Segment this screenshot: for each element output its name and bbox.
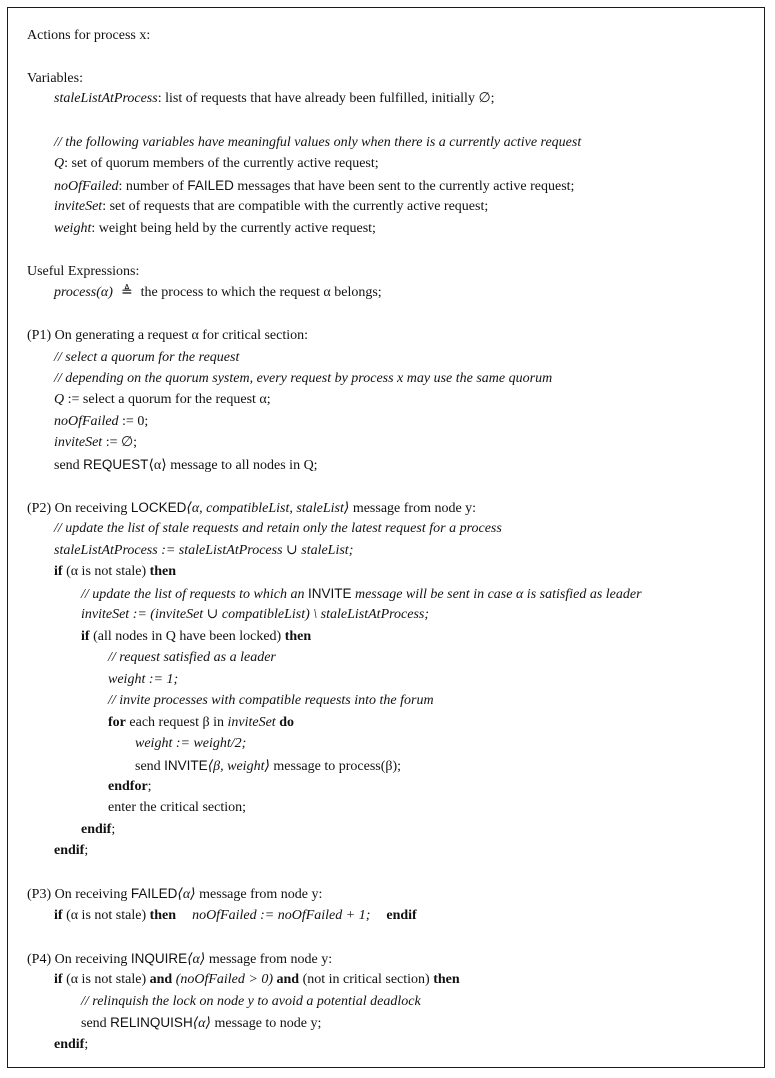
keyword-do: do (279, 715, 294, 730)
condition: (α is not stale) (66, 564, 147, 579)
p3-if-line (54, 907, 417, 925)
p2-header-post: message from node y: (352, 501, 477, 516)
message-args: ⟨β, weight⟩ (207, 759, 270, 774)
p1-header-text: On generating a request α for critical section: (54, 328, 309, 343)
p1-failed-value: := 0; (122, 414, 149, 429)
p2-assign-stale: staleListAtProcess := staleListAtProcess ∪ staleList; (54, 543, 354, 558)
expression-process (54, 284, 382, 302)
keyword-failed: FAILED (187, 178, 234, 193)
p2-comment-4: // invite processes with compatible requests into the forum (108, 693, 434, 708)
p1-select-text: select a quorum for the request α; (82, 392, 271, 407)
p1-invite-var: inviteSet (54, 435, 103, 450)
expr-op: ≜ (120, 285, 133, 300)
p2-label: (P2) (27, 501, 52, 516)
keyword-relinquish: RELINQUISH (110, 1015, 193, 1030)
message-args: ⟨α⟩ (177, 887, 196, 902)
p2-endfor: endfor; (108, 779, 152, 794)
keyword-if: if (54, 564, 63, 579)
for-var: inviteSet (227, 715, 276, 730)
var-desc: : set of quorum members of the currently active request; (64, 156, 379, 171)
p2-halve-weight: weight := weight/2; (135, 736, 247, 751)
p4-comment: // relinquish the lock on node y to avoid a potential deadlock (81, 994, 421, 1009)
expressions-heading: Useful Expressions: (27, 264, 140, 279)
p2-enter-cs: enter the critical section; (108, 800, 246, 815)
p2-if-not-stale (54, 563, 176, 581)
message-args: ⟨α⟩ (192, 1016, 211, 1031)
keyword-endif: endif (386, 908, 417, 923)
condition-2: (noOfFailed > 0) (175, 972, 274, 987)
var-desc: : weight being held by the currently active request; (91, 221, 376, 236)
keyword-if: if (81, 629, 90, 644)
keyword-request: REQUEST (83, 457, 149, 472)
var-name: inviteSet (54, 199, 103, 214)
keyword-endfor: endfor (108, 779, 148, 794)
variable-no-of-failed (54, 177, 574, 195)
variable-stale-list (54, 90, 495, 108)
p3-header-post: message from node y: (199, 887, 323, 902)
message-args: ⟨α⟩ (187, 952, 206, 967)
message-args: ⟨α, compatibleList, staleList⟩ (186, 501, 350, 516)
p2-header (27, 499, 476, 517)
p2-comment-2 (81, 585, 642, 603)
p1-invite-value: := ∅; (105, 435, 138, 450)
send-word: send (135, 759, 161, 774)
p3-header (27, 885, 322, 903)
p1-line-init-invite (54, 434, 137, 452)
p2-send-invite (135, 757, 401, 775)
algorithm-title: Actions for process x: (27, 28, 151, 43)
p1-label: (P1) (27, 328, 52, 343)
p2-for-loop (108, 714, 294, 732)
expr-lhs: process(α) (54, 285, 113, 300)
condition: (all nodes in Q have been locked) (93, 629, 282, 644)
p4-if-line (54, 971, 460, 989)
keyword-endif: endif (81, 822, 112, 837)
p4-send-relinquish (81, 1014, 321, 1032)
keyword-inquire: INQUIRE (130, 951, 188, 966)
variable-weight (54, 220, 376, 238)
variable-q (54, 155, 379, 173)
expr-rhs: the process to which the request α belongs; (140, 285, 382, 300)
var-name: noOfFailed (54, 179, 119, 194)
p1-q: Q (54, 392, 65, 407)
send-target: message to process(β); (273, 759, 402, 774)
p1-comment-2: // depending on the quorum system, every request by process x may use the same quorum (54, 371, 553, 386)
keyword-then: then (284, 629, 312, 644)
keyword-failed: FAILED (130, 886, 178, 901)
p4-header-pre: On receiving (54, 952, 128, 967)
keyword-then: then (149, 908, 177, 923)
var-desc: : set of requests that are compatible with the currently active request; (102, 199, 489, 214)
p1-failed-var: noOfFailed (54, 414, 119, 429)
p1-assign-op: := (67, 392, 80, 407)
var-name: staleListAtProcess (54, 91, 158, 106)
keyword-and: and (149, 972, 173, 987)
keyword-and: and (276, 972, 300, 987)
p1-header (27, 327, 308, 345)
p4-endif: endif; (54, 1037, 89, 1052)
p3-increment: noOfFailed := noOfFailed + 1; (192, 908, 371, 923)
keyword-if: if (54, 972, 63, 987)
p2-assign-weight: weight := 1; (108, 672, 179, 687)
condition-1: (α is not stale) (66, 972, 147, 987)
var-desc-post: messages that have been sent to the currently active request; (233, 179, 575, 194)
var-name: Q (54, 156, 65, 171)
keyword-endif: endif (54, 1037, 85, 1052)
keyword-locked: LOCKED (130, 500, 187, 515)
p2-comment-3: // request satisfied as a leader (108, 650, 276, 665)
var-desc-pre: : number of (118, 179, 188, 194)
keyword-invite: INVITE (164, 758, 208, 773)
keyword-endif: endif (54, 843, 85, 858)
p1-comment-1: // select a quorum for the request (54, 350, 240, 365)
p2-endif-inner: endif; (81, 822, 116, 837)
send-target: message to node y; (214, 1016, 322, 1031)
p4-label: (P4) (27, 952, 52, 967)
p1-line-send-request (54, 456, 318, 474)
p2-assign-invite-set: inviteSet := (inviteSet ∪ compatibleList) \ staleListAtProcess; (81, 607, 430, 622)
p2-header-pre: On receiving (54, 501, 128, 516)
comment-post: message will be sent in case α is satisfied as leader (354, 587, 642, 602)
p2-comment-1: // update the list of stale requests and retain only the latest request for a process (54, 521, 502, 536)
send-word: send (81, 1016, 107, 1031)
keyword-invite: INVITE (307, 586, 352, 601)
var-name: weight (54, 221, 92, 236)
p2-if-all-locked (81, 628, 311, 646)
p2-endif-outer: endif; (54, 843, 89, 858)
keyword-for: for (108, 715, 126, 730)
send-word: send (54, 458, 80, 473)
send-target: message to all nodes in Q; (170, 458, 318, 473)
keyword-then: then (433, 972, 460, 987)
condition-3: (not in critical section) (302, 972, 430, 987)
condition: (α is not stale) (66, 908, 147, 923)
p3-header-pre: On receiving (54, 887, 128, 902)
variables-heading: Variables: (27, 71, 83, 86)
variables-comment: // the following variables have meaningful values only when there is a currently active request (54, 135, 582, 150)
for-text: each request β in (129, 715, 224, 730)
message-args: ⟨α⟩ (148, 458, 167, 473)
p1-line-init-failed (54, 413, 148, 431)
keyword-then: then (149, 564, 177, 579)
p4-header-post: message from node y: (208, 952, 333, 967)
keyword-if: if (54, 908, 63, 923)
comment-pre: // update the list of requests to which an (81, 587, 305, 602)
var-desc: : list of requests that have already been fulfilled, initially ∅; (157, 91, 495, 106)
p3-label: (P3) (27, 887, 52, 902)
p1-line-select-quorum (54, 391, 271, 409)
variable-invite-set (54, 198, 488, 216)
p4-header (27, 950, 332, 968)
